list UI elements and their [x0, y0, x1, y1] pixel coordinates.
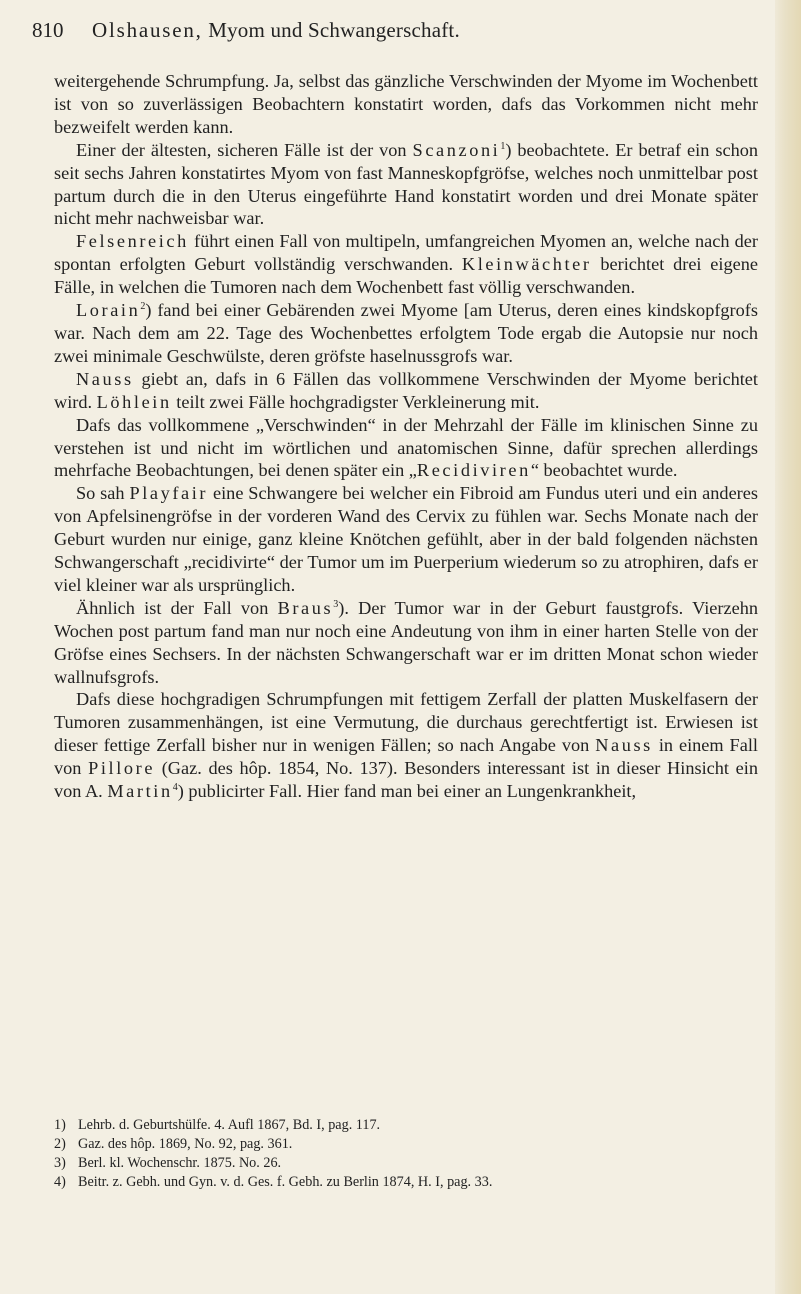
footnote-ref: 2 — [140, 300, 146, 312]
footnotes — [54, 1116, 758, 1192]
paragraph — [54, 368, 758, 414]
author-name: Kleinwächter — [461, 254, 592, 275]
running-title-author: Olshausen, — [92, 18, 203, 42]
footnote-ref: 1 — [500, 140, 506, 152]
running-header — [32, 18, 762, 46]
footnote-number: 1) — [54, 1117, 66, 1133]
footnote — [54, 1116, 758, 1135]
text-run: Dafs das vollkommene „Verschwinden“ in der Mehrzahl der Fälle im klinischen Sinne zu verstehen ist und nicht im wörtlichen und anatomischen Sinne, dafür sprechen allerdings mehrfache Beobachtungen, bei denen später ein „ — [54, 414, 758, 481]
author-name: Scanzoni — [412, 139, 501, 160]
author-name: Playfair — [129, 483, 209, 504]
author-name: Braus — [277, 597, 334, 618]
body-text — [54, 70, 758, 803]
author-name: Löhlein — [96, 391, 172, 412]
footnote-number: 4) — [54, 1173, 66, 1190]
paragraph — [54, 482, 758, 597]
footnote-ref: 3 — [333, 598, 339, 610]
author-name: Martin — [107, 781, 173, 802]
text-run: Dafs diese hochgradigen Schrumpfungen mit fettigem Zerfall der platten Muskelfasern der Tumoren zusammenhängen, ist eine Vermutung, die durchaus gerechtfertigt ist. Erwiesen ist dieser fettige Zerfall bisher nur in wenigen Fällen; so nach Angabe von — [54, 689, 758, 756]
footnote-text: Berl. kl. Wochenschr. 1875. No. 26. — [78, 1154, 282, 1171]
page-edge — [775, 0, 801, 1294]
author-name: Felsenreich — [76, 231, 189, 252]
text-run: berichtet drei eigene Fälle, in welchen die Tumoren nach dem Wochenbett fast völlig verschwanden. — [54, 254, 758, 298]
text-run: ) beobachtete. Er betraf ein schon seit sechs Jahren konstatirtes Myom von fast Manneskopfgröfse, welches noch unmittelbar post partum durch die in den Uterus eingeführte Hand konstatirt worden und drei Monate später nicht mehr nachweisbar war. — [54, 139, 758, 229]
text-run: ) publicirter Fall. Hier fand man bei einer an Lungenkrankheit, — [177, 781, 637, 802]
paragraph — [54, 230, 758, 299]
text-run: eine Schwangere bei welcher ein Fibroid am Fundus uteri und ein anderes von Apfelsinengröfse in der vorderen Wand des Cervix zu fühlen war. Sechs Monate nach der Geburt wurden nur einige, ganz kleine Knötchen gefühlt, aber in der bald folgenden nächsten Schwangerschaft „recidivirte“ der Tumor um im Puerperium wiederum so zu atrophiren, dafs er viel kleiner war als ursprünglich. — [54, 483, 758, 595]
footnote-ref: 4 — [172, 782, 178, 793]
text-run: ). Der Tumor war in der Geburt faustgrofs. Vierzehn Wochen post partum fand man nur noch eine Andeutung von ihm in einer harten Stelle von der Gröfse eines Sechsers. In der nächsten Schwangerschaft war er im dritten Monat schon wieder wallnufsgrofs. — [54, 597, 758, 687]
text-run: in einem Fall von — [54, 735, 758, 779]
paragraph — [54, 299, 758, 368]
paragraph — [54, 414, 758, 483]
footnote-text: Gaz. des hôp. 1869, No. 92, pag. 361. — [78, 1135, 293, 1152]
author-name: Pillore — [88, 758, 156, 779]
running-title — [92, 18, 460, 43]
text-run: “ beobachtet wurde. — [530, 460, 678, 481]
footnote-text: Beitr. z. Gebh. und Gyn. v. d. Ges. f. Gebh. zu Berlin 1874, H. I, pag. 33. — [78, 1173, 493, 1190]
text-run: teilt zwei Fälle hochgradigster Verkleinerung mit. — [171, 391, 540, 412]
footnote-number: 2) — [54, 1135, 66, 1152]
text-run: Ähnlich ist der Fall von — [76, 597, 278, 618]
page-number: 810 — [32, 18, 64, 42]
text-run: Einer der ältesten, sicheren Fälle ist der von — [76, 139, 413, 160]
author-name: Nauss — [595, 735, 653, 756]
footnote — [54, 1135, 758, 1154]
footnote-number: 3) — [54, 1154, 66, 1171]
footnote-text: Lehrb. d. Geburtshülfe. 4. Aufl 1867, Bd. I, pag. 117. — [78, 1117, 381, 1133]
text-run: weitergehende Schrumpfung. Ja, selbst das gänzliche Verschwinden der Myome im Wochenbett ist von so zuverlässigen Beobachtern konstatirt worden, dafs das Vorkommen nicht mehr bezweifelt werden kann. — [54, 71, 758, 137]
paragraph — [54, 688, 758, 803]
paragraph — [54, 139, 758, 231]
footnote — [54, 1173, 758, 1192]
text-run: giebt an, dafs in 6 Fällen das vollkommene Verschwinden der Myome berichtet wird. — [54, 368, 758, 412]
paragraph — [54, 70, 758, 139]
text-run: ) fand bei einer Gebärenden zwei Myome [am Uterus, deren eines kindskopfgrofs war. Nach dem am 22. Tage des Wochenbettes erfolgtem Tode ergab die Autopsie nur noch zwei minimale Geschwülste, deren gröfste haselnussgrofs war. — [54, 300, 758, 366]
footnote — [54, 1154, 758, 1173]
author-name: Nauss — [76, 368, 134, 389]
text-run: So sah — [76, 483, 130, 504]
text-run: (Gaz. des hôp. 1854, No. 137). Besonders interessant ist in dieser Hinsicht ein von A. — [54, 758, 758, 802]
author-name: Lorain — [76, 300, 141, 321]
running-title-rest: Myom und Schwangerschaft. — [208, 18, 460, 42]
author-name: Recidiviren — [416, 460, 531, 481]
paragraph — [54, 597, 758, 689]
text-run: führt einen Fall von multipeln, umfangreichen Myomen an, welche nach der spontan erfolgten Geburt vollständig verschwanden. — [54, 231, 758, 275]
